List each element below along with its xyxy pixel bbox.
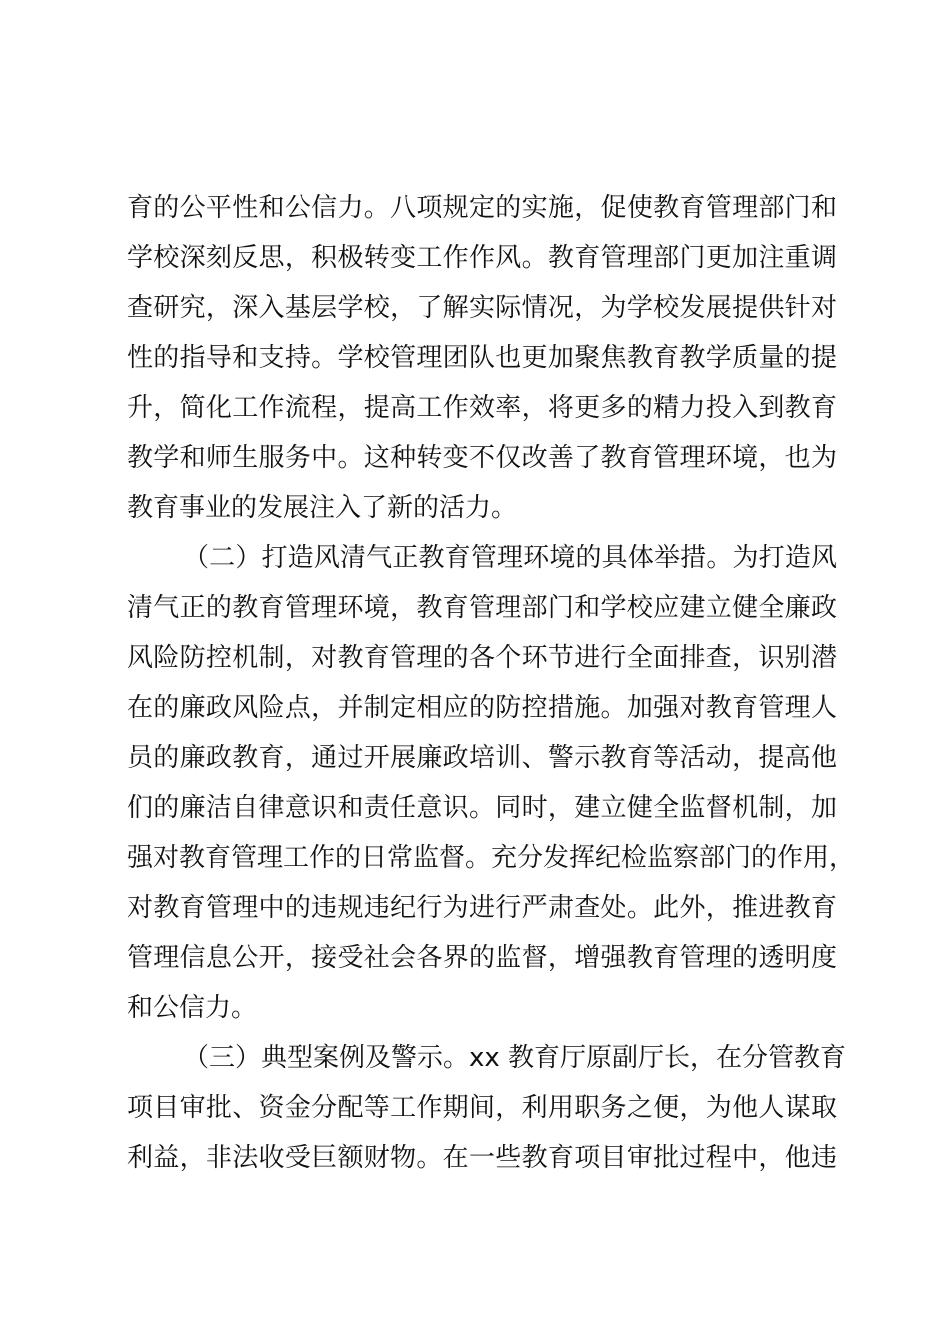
text-line: 教学和师生服务中。这种转变不仅改善了教育管理环境，也为	[127, 443, 837, 473]
text-line: 在的廉政风险点，并制定相应的防控措施。加强对教育管理人	[127, 693, 837, 723]
text-line: 项目审批、资金分配等工作期间，利用职务之便，为他人谋取	[127, 1093, 837, 1123]
text-line: 风险防控机制，对教育管理的各个环节进行全面排查，识别潜	[127, 643, 837, 673]
text-line: 育的公平性和公信力。八项规定的实施，促使教育管理部门和	[127, 193, 837, 223]
text-line: 员的廉政教育，通过开展廉政培训、警示教育等活动，提高他	[127, 743, 837, 773]
text-line: 升，简化工作流程，提高工作效率，将更多的精力投入到教育	[127, 393, 837, 423]
text-line: 学校深刻反思，积极转变工作作风。教育管理部门更加注重调	[127, 243, 837, 273]
text-line: 利益，非法收受巨额财物。在一些教育项目审批过程中，他违	[127, 1143, 837, 1173]
text-line: 查研究，深入基层学校，了解实际情况，为学校发展提供针对	[127, 293, 837, 323]
text-line: 清气正的教育管理环境，教育管理部门和学校应建立健全廉政	[127, 593, 837, 623]
text-line: 们的廉洁自律意识和责任意识。同时，建立健全监督机制，加	[127, 793, 837, 823]
text-line: 对教育管理中的违规违纪行为进行严肃查处。此外，推进教育	[127, 893, 837, 923]
text-line: 性的指导和支持。学校管理团队也更加聚焦教育教学质量的提	[127, 343, 837, 373]
text-line: 强对教育管理工作的日常监督。充分发挥纪检监察部门的作用，	[127, 843, 856, 873]
text-line: 和公信力。	[127, 993, 258, 1023]
body-text	[127, 183, 856, 1183]
text-line: 教育事业的发展注入了新的活力。	[127, 493, 518, 523]
text-line: 管理信息公开，接受社会各界的监督，增强教育管理的透明度	[127, 943, 837, 973]
section-heading-line: （三）典型案例及警示。xx 教育厅原副厅长，在分管教育	[183, 1043, 847, 1073]
section-heading-line: （二）打造风清气正教育管理环境的具体举措。为打造风	[183, 543, 837, 573]
